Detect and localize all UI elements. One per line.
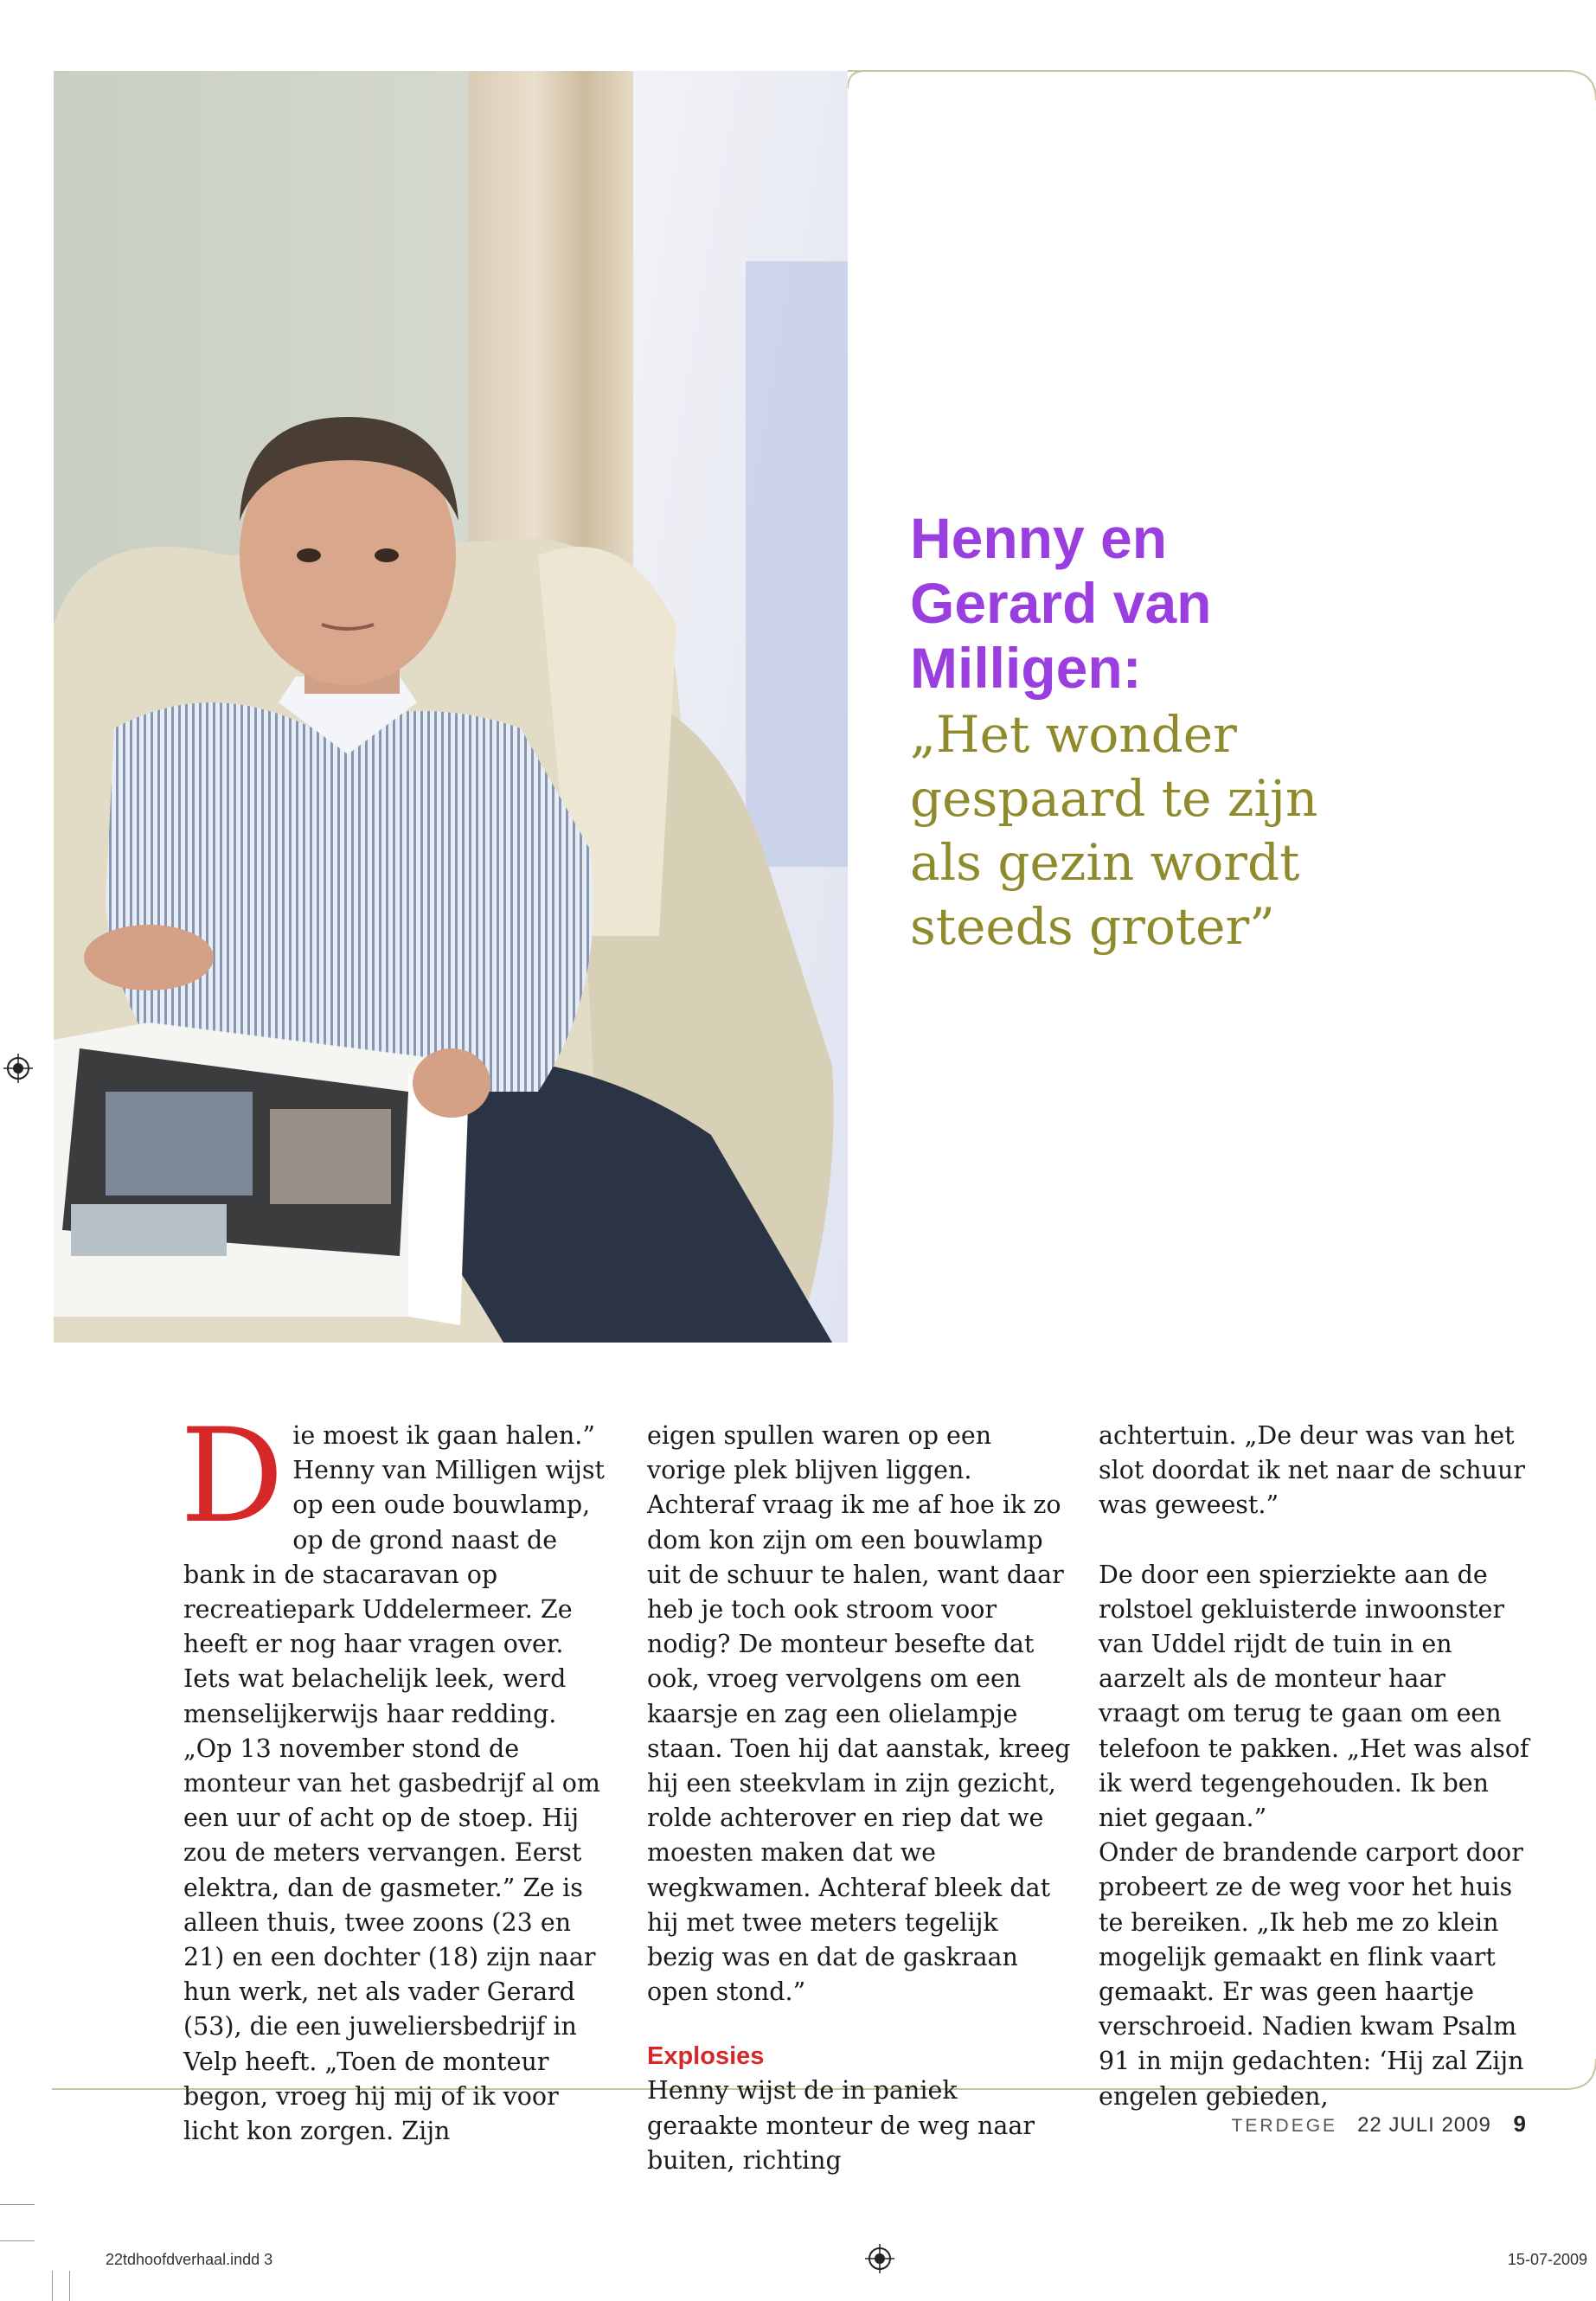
headline-names-line: Milligen:: [910, 636, 1142, 700]
slug-filename: 22tdhoofdverhaal.indd 3: [106, 2251, 273, 2268]
headline-quote-line: als gezin wordt: [910, 833, 1300, 892]
headline-quote: [910, 702, 1567, 958]
paragraph: De door een spierziekte aan de rolstoel gekluisterde inwoonster van Uddel rijdt de tuin in en aarzelt als de monteur haar vraagt om terug te gaan om een telefoon te pakken. „Het was alsof ik werd tegengehouden. Ik ben niet gegaan.”: [1099, 1560, 1529, 1833]
headline-quote-line: gespaard te zijn: [910, 769, 1318, 828]
magazine-name: TERDEGE: [1231, 2116, 1338, 2136]
page-footer: [1232, 2111, 1527, 2138]
registration-mark-icon: [3, 1054, 33, 1083]
article-headline: [910, 506, 1567, 958]
article-column-3: [1099, 1419, 1531, 2114]
paragraph: Henny wijst de in paniek geraakte monteur de weg naar buiten, richting: [647, 2076, 1035, 2175]
drop-cap: D: [180, 1401, 285, 1552]
paragraph: achtertuin. „De deur was van het slot doordat ik net naar de schuur was geweest.”: [1099, 1421, 1525, 1520]
headline-names-line: Gerard van: [910, 571, 1212, 635]
crop-mark: [0, 2204, 35, 2205]
crop-mark: [69, 2271, 70, 2301]
article-column-1: [180, 1401, 607, 2149]
article-photo: [54, 71, 848, 1343]
paragraph: eigen spullen waren op een vorige plek blijven liggen. Achteraf vraag ik me af hoe ik zo dom kon zijn om een bouwlamp uit de schuur te halen, want daar heb je toch ook stroom voor nodig? De monteur besefte dat ook, vroeg vervolgens om een kaarsje en zag een olielampje staan. Toen hij dat aanstak, kreeg hij een steekvlam in zijn gezicht, rolde achterover en riep dat we moesten maken dat we wegkwamen. Achteraf bleek dat hij met twee meters tegelijk bezig was en dat de gaskraan open stond.”: [647, 1421, 1071, 2007]
headline-quote-line: „Het wonder: [910, 705, 1237, 764]
paragraph-gap: [1099, 1523, 1531, 1558]
section-subhead: Explosies: [647, 2042, 765, 2071]
headline-names: [910, 506, 1567, 701]
crop-mark: [52, 2271, 53, 2301]
paragraph: ie moest ik gaan halen.” Henny van Milligen wijst op een oude bouwlamp, op de grond naast de bank in de stacaravan op recreatiepark Uddelermeer. Ze heeft er nog haar vragen over. Iets wat belachelijk leek, werd menselijkerwijs haar redding. „Op 13 november stond de monteur van het gasbedrijf al om een uur of acht op de stoep. Hij zou de meters vervangen. Eerst elektra, dan de gasmeter.” Ze is alleen thuis, twee zoons (23 en 21) en een dochter (18) zijn naar hun werk, net als vader Gerard (53), die een juweliersbedrijf in Velp heeft. „Toen de monteur begon, vroeg hij mij of ik voor licht kon zorgen. Zijn: [183, 1421, 605, 2146]
registration-mark-icon: [865, 2244, 894, 2273]
paragraph: Onder de brandende carport door probeert ze de weg voor het huis te bereiken. „Ik heb me zo klein mogelijk gemaakt en flink vaart gemaakt. Er was geen haartje verschroeid. Nadien kwam Psalm 91 in mijn gedachten: ‘Hij zal Zijn engelen gebieden,: [1099, 1838, 1524, 2111]
page-number: 9: [1513, 2111, 1527, 2137]
crop-mark: [0, 2240, 35, 2241]
article-column-2: [647, 1419, 1071, 2178]
issue-date: 22 JULI 2009: [1357, 2113, 1491, 2137]
headline-names-line: Henny en: [910, 506, 1168, 570]
slug-date: 15-07-2009: [1507, 2251, 1587, 2268]
headline-quote-line: steeds groter”: [910, 897, 1275, 956]
